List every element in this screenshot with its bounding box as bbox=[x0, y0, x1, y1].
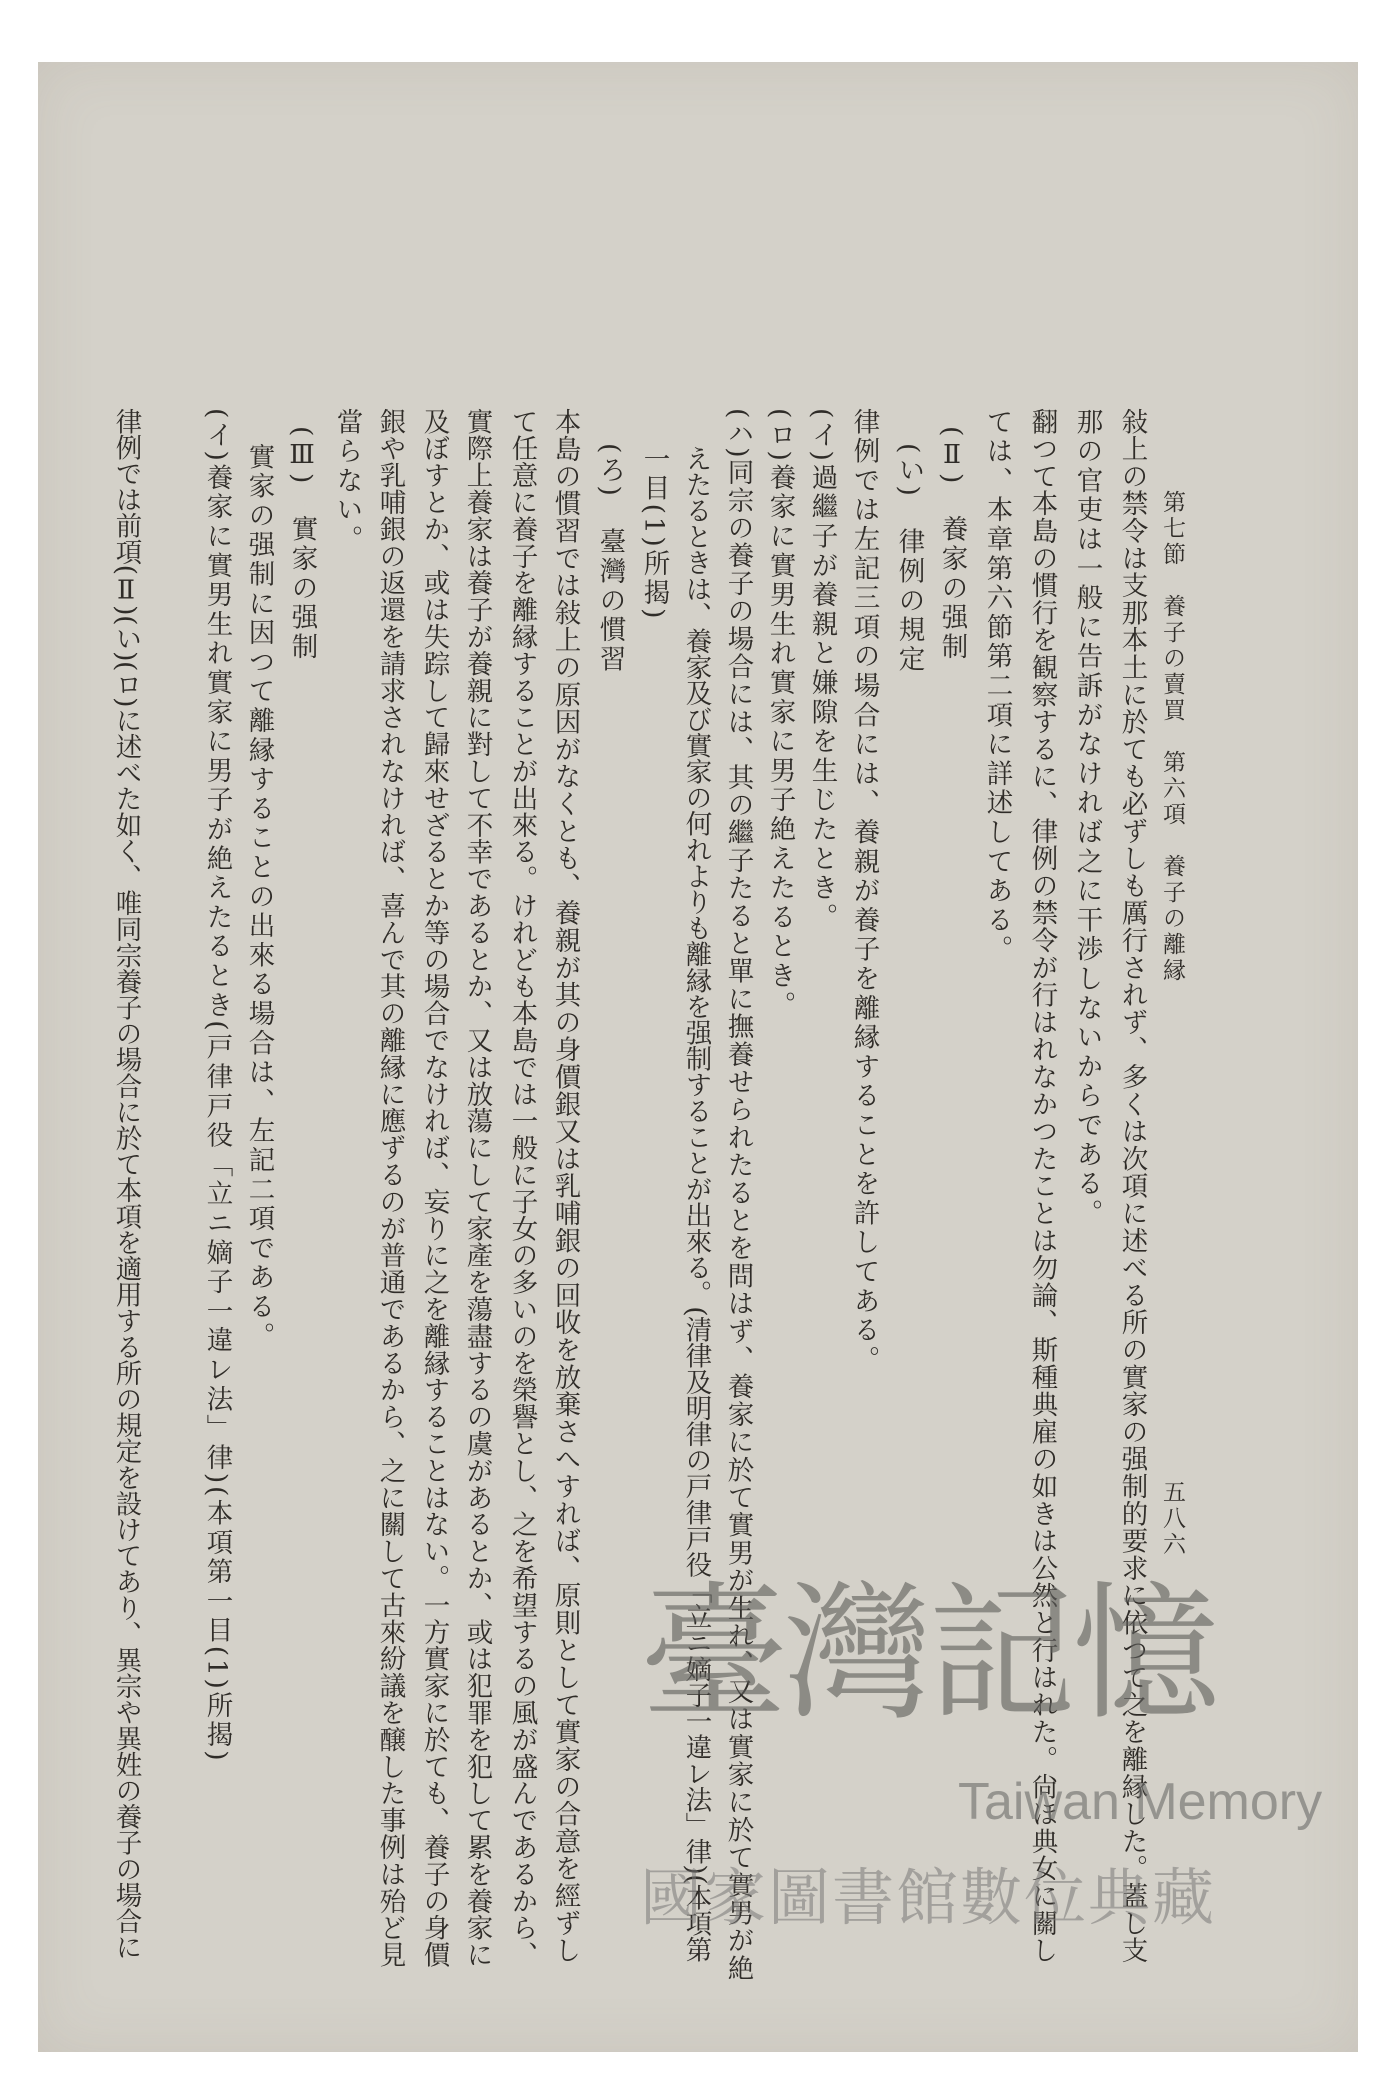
text-column: (イ)養家に實男生れ實家に男子が絶えたるとき(戸律戸役「立ニ嫡子一違レ法」律)(本項第一目(1)所揭) bbox=[201, 408, 233, 1764]
text-column: (Ⅱ) 養家の强制 bbox=[936, 426, 968, 662]
text-column: 律例では左記三項の場合には、養親が養子を離縁することを許してある。 bbox=[848, 408, 880, 1375]
watermark-chinese: 臺灣記憶 bbox=[640, 1568, 1216, 1740]
text-column: 敍上の禁令は支那本土に於ても必ずしも厲行されず、多くは次項に述べる所の實家の强制的要求に依つて之を離縁した。蓋し支 bbox=[1116, 408, 1148, 1965]
text-column: 及ぼすとか、或は失踪して歸來せざるとか等の場合でなければ、妄りに之を離縁することはない。一方實家に於ても、養子の身價 bbox=[418, 408, 450, 1969]
text-column: 銀や乳哺銀の返還を請求されなければ、喜んで其の離縁に應ずるのが普通であるから、之に關して古來紛議を醸した事例は殆ど見 bbox=[374, 408, 406, 1969]
text-column: 翻つて本島の慣行を観察するに、律例の禁令が行はれなかつたことは勿論、斯種典雇の如きは公然と行はれた。尙ほ典女に關し bbox=[1026, 408, 1058, 1965]
text-column: 一目(1)所揭) bbox=[638, 445, 670, 622]
text-column: て任意に養子を離縁することが出來る。けれども本島では一般に子女の多いのを榮譽とし、之を希望するの風が盛んであるから、 bbox=[506, 408, 538, 1969]
text-column: (イ)過繼子が養親と嫌隙を生じたとき。 bbox=[806, 408, 838, 933]
text-column: 律例では前項(Ⅱ)(い)(ロ)に述べた如く、唯同宗養子の場合に於て本項を適用する所の規定を設けてあり、異宗や異姓の養子の場合に bbox=[110, 408, 142, 1960]
running-header: 第七節 養子の賣買 第六項 養子の離縁 bbox=[1159, 490, 1185, 984]
text-column: (ハ)同宗の養子の場合には、其の繼子たると單に撫養せられたるとを問はず、養家に於て實男が生れ、又は實家に於て實男が絶 bbox=[722, 408, 754, 1983]
text-column: 當らない。 bbox=[331, 408, 363, 555]
text-column: (Ⅲ) 實家の强制 bbox=[286, 426, 318, 662]
text-column: (ロ)養家に實男生れ實家に男子絶えたるとき。 bbox=[764, 408, 796, 1021]
watermark-english: Taiwan Memory bbox=[958, 1773, 1323, 1831]
watermark-library-name: 國家圖書館數位典藏 bbox=[640, 1861, 1217, 1934]
text-column: 本島の慣習では敍上の原因がなくとも、養親が其の身價銀又は乳哺銀の回收を放棄さへすれば、原則として實家の合意を經ずし bbox=[549, 408, 581, 1965]
text-column: ては、本章第六節第二項に詳述してある。 bbox=[981, 408, 1013, 965]
text-column: (い) 律例の規定 bbox=[893, 443, 925, 675]
page-number: 五八六 bbox=[1159, 1480, 1185, 1558]
text-column: 實際上養家は養子が養親に對して不幸であるとか、又は放蕩にして家產を蕩盡するの虞があるとか、或は犯罪を犯して累を養家に bbox=[461, 408, 493, 1969]
text-column: えたるときは、養家及び實家の何れよりも離縁を强制することが出來る。(清律及明律の戸律戸役「立ニ嫡子一違レ法」律)(本項第 bbox=[680, 445, 712, 1963]
text-column: 那の官吏は一般に告訴がなければ之に干渉しないからである。 bbox=[1071, 408, 1103, 1229]
text-column: (ろ) 臺灣の慣習 bbox=[594, 443, 626, 675]
text-column: 實家の强制に因つて離縁することの出來る場合は、左記二項である。 bbox=[243, 443, 275, 1352]
